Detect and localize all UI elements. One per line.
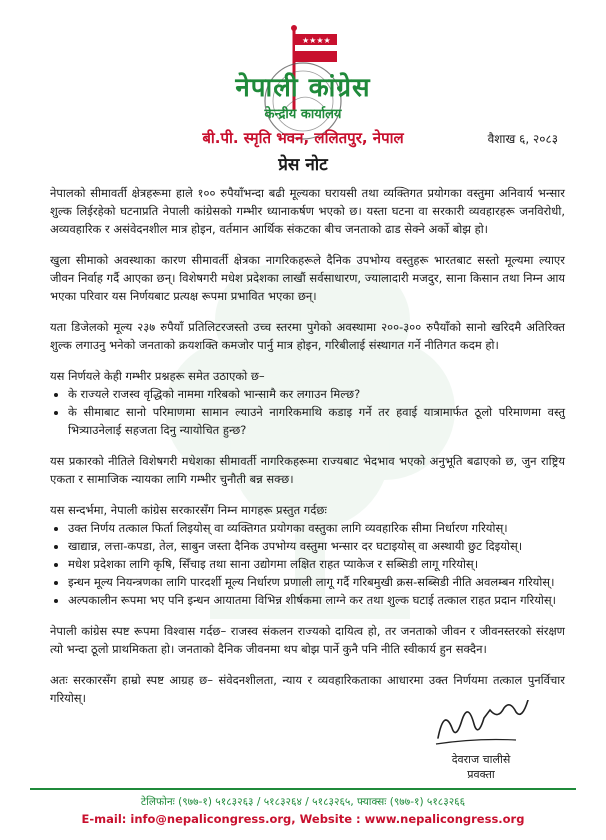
paragraph-1: नेपालको सीमावर्ती क्षेत्रहरूमा हाले १०० रुपैयाँभन्दा बढी मूल्यका घरायसी तथा व्यक्तिगत प्रयोगका वस्तुमा अनिवार्य भन्सार शुल्क लिईरहेको घटनाप्रति नेपाली कांग्रेसको गम्भीर ध्यानाकर्षण भएको छ। यस्ता घटना वा सरकारी व्यवहारहरू जनविरोधी, अव्यवहारिक र असंवेदनशील मात्र होइन, वर्तमान आर्थिक संकटका बीच जनताको ढाड सेक्ने अर्को बोझ हो। [50, 186, 565, 236]
list-item: • के राज्यले राजस्व वृद्धिको नाममा गरिबको भान्सामै कर लगाउन मिल्छ? [68, 385, 565, 403]
list-item: • इन्धन मूल्य नियन्त्रणका लागि पारदर्शी मूल्य निर्धारण प्रणाली लागू गर्दै गरिबमुखी क्रस-सब्सिडी नीति अवलम्बन गरियोस्। [68, 573, 565, 591]
handwritten-signature-icon [426, 700, 536, 752]
demands-lead: यस सन्दर्भमा, नेपाली कांग्रेस सरकारसँग निम्न मागहरू प्रस्तुत गर्दछः [50, 503, 327, 517]
signatory-role: प्रवक्ता [467, 768, 495, 781]
list-item: • खाद्यान्न, लत्ता-कपडा, तेल, साबुन जस्ता दैनिक उपभोग्य वस्तुमा भन्सार दर घटाइयोस् वा अस्थायी छुट दिइयोस्। [68, 537, 565, 555]
paragraph-8: अतः सरकारसँग हाम्रो स्पष्ट आग्रह छ– संवेदनशीलता, न्याय र व्यवहारिकताका आधारमा उक्त निर्णयमा तत्काल पुनर्विचार गरियोस्। [50, 673, 565, 705]
footer-telephone: टेलिफोनः (९७७-१) ५१८३२६३ / ५१८३२६४ / ५१८३२६५, फ्याक्सः (९७७-१) ५१८३२६६ [140, 796, 466, 808]
list-item: • अल्पकालीन रूपमा भए पनि इन्धन आयातमा विभिन्न शीर्षकमा लाग्ने कर तथा शुल्क घटाई तत्काल राहत प्रदान गरियोस्। [68, 591, 565, 609]
paragraph-7: नेपाली कांग्रेस स्पष्ट रूपमा विश्वास गर्दछ– राजस्व संकलन राज्यको दायित्व हो, तर जनताको जीवन र जीवनस्तरको संरक्षण त्यो भन्दा ठूलो प्राथमिकता हो। जनताको दैनिक जीवनमा थप बोझ पार्ने कुनै पनि नीति स्वीकार्य हुन सक्दैन। [50, 624, 565, 656]
paragraph-5: यस प्रकारको नीतिले विशेषगरी मधेशका सीमावर्ती नागरिकहरूमा राज्यबाट भेदभाव भएको अनुभूति बढाएको छ, जुन राष्ट्रिय एकता र सामाजिक न्यायका लागि गम्भीर चुनौती बन्न सक्छ। [50, 454, 565, 486]
questions-lead: यस निर्णयले केही गम्भीर प्रश्नहरू समेत उठाएको छ– [50, 369, 265, 383]
party-name: नेपाली कांग्रेस [235, 73, 371, 103]
demands-list [50, 519, 565, 609]
signature-block [426, 700, 536, 782]
paragraph-3: यता डिजेलको मूल्य २३७ रुपैयाँ प्रतिलिटरजस्तो उच्च स्तरमा पुगेको अवस्थामा २००-३०० रुपैयाँको सानो खरिदमै अतिरिक्त शुल्क लगाउनु भनेको जनताको क्रयशक्ति कमजोर पार्नु मात्र होइन, गरिबीलाई संस्थागत गर्ने नीतिगत कदम हो। [50, 320, 565, 352]
office-name: केन्द्रीय कार्यालय [264, 107, 342, 122]
list-item: • मधेश प्रदेशका लागि कृषि, सिँचाइ तथा साना उद्योगमा लक्षित राहत प्याकेज र सब्सिडी लागू गरियोस्। [68, 555, 565, 573]
footer-divider [30, 788, 576, 790]
list-item: • उक्त निर्णय तत्काल फिर्ता लिइयोस् वा व्यक्तिगत प्रयोगका वस्तुका लागि व्यवहारिक सीमा निर्धारण गरियोस्। [68, 519, 565, 537]
list-item: • के सीमाबाट सानो परिमाणमा सामान ल्याउने नागरिकमाथि कडाइ गर्ने तर हवाई यात्रामार्फत ठूलो परिमाणमा वस्तु भित्र्याउनेलाई सहजता दिनु न्यायोचित हुन्छ? [68, 403, 565, 439]
press-note-body [50, 184, 565, 720]
issue-date: वैशाख ६, २०८३ [487, 132, 558, 146]
footer-contact-links: E-mail: info@nepalicongress.org, Website : www.nepalicongress.org [81, 812, 525, 826]
signatory-name: देवराज चालीसे [451, 753, 511, 766]
questions-list [50, 385, 565, 439]
paragraph-2: खुला सीमाको अवस्थाका कारण सीमावर्ती क्षेत्रका नागरिकहरूले दैनिक उपभोग्य वस्तुहरू भारतबाट सस्तो मूल्यमा ल्याएर जीवन निर्वाह गर्दै आएका छन्। विशेषगरी मधेश प्रदेशका लाखौं सर्वसाधारण, ज्यालादारी मजदुर, साना किसान तथा निम्न आय भएका परिवार यस निर्णयबाट प्रत्यक्ष रूपमा प्रभावित भएका छन्। [50, 253, 565, 303]
svg-text:★★★★: ★★★★ [302, 36, 331, 45]
office-address: बी.पी. स्मृति भवन, ललितपुर, नेपाल [202, 129, 404, 147]
page-title: प्रेस नोट [278, 155, 328, 175]
